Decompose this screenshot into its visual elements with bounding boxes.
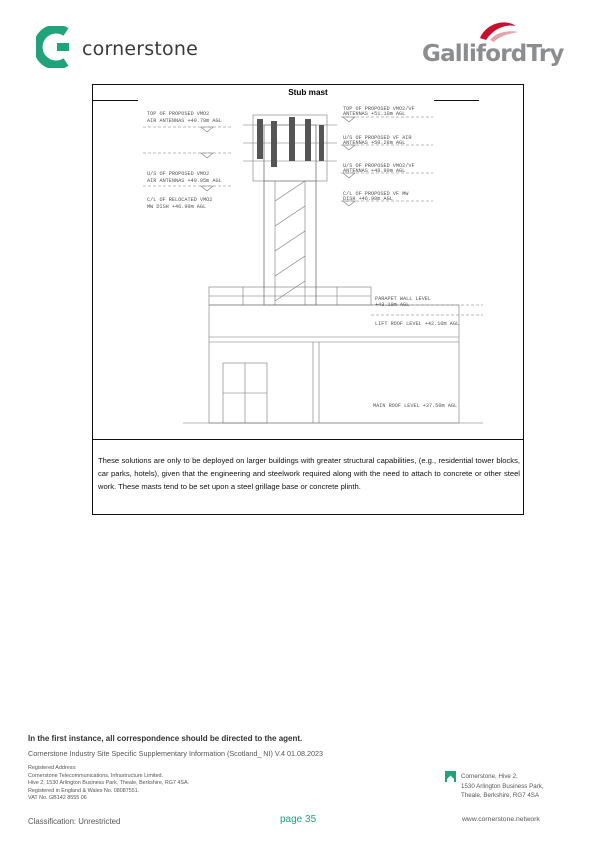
annot-level-0b: +43.10m AGL [375,302,410,308]
annot-left-1b: AIR ANTENNAS +49.05m AGL [147,178,222,184]
office-address [461,772,571,801]
annot-right-0b: ANTENNAS +51.10m AGL [343,111,406,117]
table-divider [93,439,523,440]
cornerstone-logo [36,24,198,72]
reg-line: VAT No. GB142 8555 06 [28,795,87,802]
annot-right-0a: TOP OF PROPOSED VMO2/VF [343,106,415,112]
home-icon [445,771,456,782]
annot-right-3a: C/L OF PROPOSED VF MW [343,191,409,197]
website-link[interactable]: www.cornerstone.network [462,816,540,823]
annot-right-1b: ANTENNAS +50.28m AGL [343,140,406,146]
annot-left-0b: AIR ANTENNAS +49.78m AGL [147,118,222,124]
annot-right-2b: ANTENNAS +48.90m AGL [343,168,406,174]
gallifordtry-logo [420,20,570,70]
annot-left-2b: MW DISH +46.90m AGL [147,204,207,210]
classification: Classification: Unrestricted [28,817,121,826]
annot-right-3b: DISH +46.90m AGL [343,196,393,202]
address-line: 1530 Arlington Business Park, [461,782,544,790]
stub-mast-drawing [123,101,503,439]
gallifordtry-swoosh-icon [476,20,522,42]
reg-line: Registered Address: [28,765,77,771]
annot-level-2: MAIN ROOF LEVEL +37.50m AGL [373,403,458,409]
reg-line: Hive 2, 1530 Arlington Business Park, Theale, Berkshire, RG7 4SA. [28,780,190,787]
page-number: page 35 [280,814,317,825]
annot-level-1: LIFT ROOF LEVEL +42.10m AGL [375,321,460,327]
agent-note: In the first instance, all correspondence should be directed to the agent. [28,734,303,743]
annot-left-2a: C/L OF RELOCATED VMO2 [147,197,213,203]
annot-left-1a: U/S OF PROPOSED VMO2 [147,171,210,177]
table-title: Stub mast [288,88,328,97]
annot-level-0a: PARAPET WALL LEVEL [375,296,432,302]
document-reference: Cornerstone Industry Site Specific Supplementary Information (Scotland_ NI) V.4 01.08.2023 [28,749,323,758]
reg-line: Cornerstone Telecommunications, Infrastructure Limited. [28,772,164,779]
annot-right-1a: U/S OF PROPOSED VF AIR [343,135,412,141]
stub-mast-table [92,84,524,515]
address-line: Cornerstone, Hive 2, [461,773,518,780]
annot-right-2a: U/S OF PROPOSED VMO2/VF [343,163,415,169]
gallifordtry-wordmark: GallifordTry [422,41,564,67]
annot-left-0a: TOP OF PROPOSED VMO2 [147,111,210,117]
cornerstone-wordmark: cornerstone [82,38,198,60]
mast-description: These solutions are only to be deployed on larger buildings with greater structural capabilities, (e.g., residential tower blocks, car parks, hotels), given that the engineering and steelwork required along with the need to attach to concrete or other steel work. These masts tend to be set upon a steel grillage base or concrete plinth. [98,456,520,491]
registered-address [28,765,268,803]
address-line: Theale, Berkshire, RG7 4SA [461,792,540,799]
reg-line: Registered in England & Wales No. 08087551. [28,787,140,794]
cornerstone-mark-icon [36,26,76,68]
